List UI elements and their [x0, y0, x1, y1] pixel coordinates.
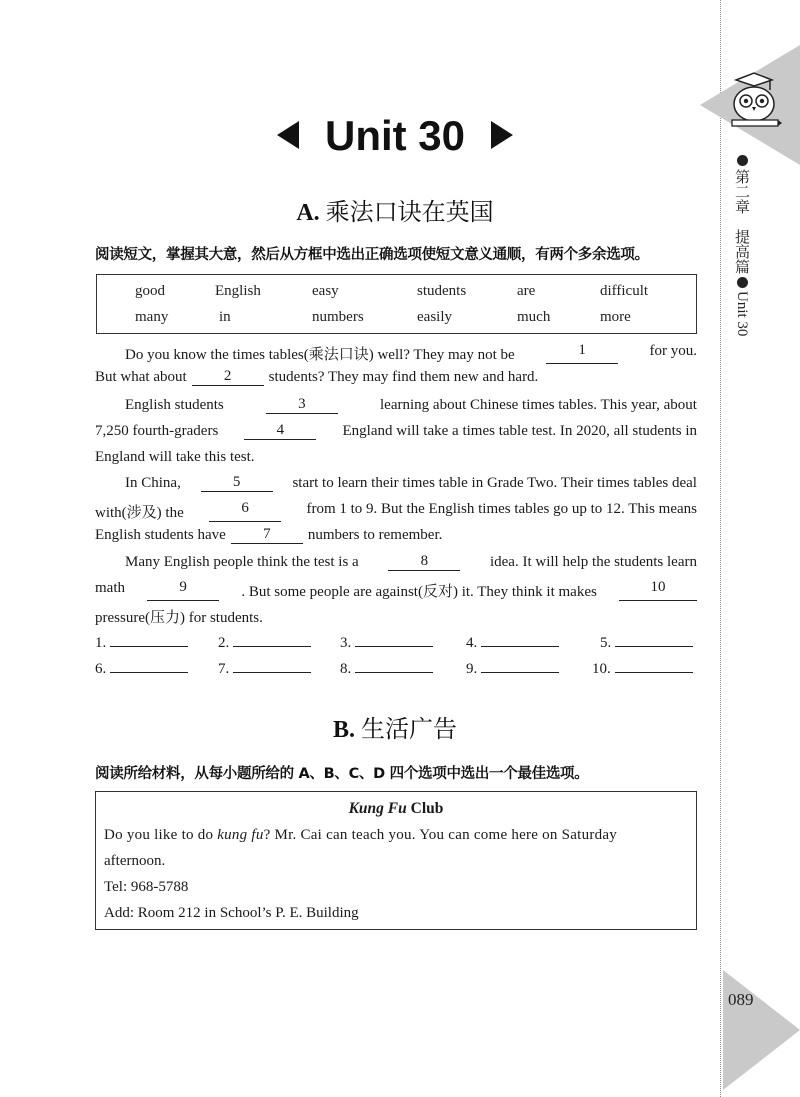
- passage-line: [125, 343, 697, 364]
- passage-text: . But some people are against(反对) it. They think it makes: [241, 584, 597, 600]
- passage-text: England will take a times table test. In 2020, all students in: [342, 423, 697, 439]
- passage-line: [95, 423, 697, 440]
- answer-line[interactable]: [481, 658, 559, 673]
- answer-line[interactable]: [110, 658, 188, 673]
- section-a-title: [0, 192, 790, 227]
- ad-title-italic: Kung Fu: [348, 800, 407, 817]
- corner-triangle-bottom: [723, 970, 800, 1090]
- word-option: in: [219, 309, 231, 325]
- blank-3[interactable]: 3: [266, 397, 338, 414]
- answer-line[interactable]: [233, 632, 311, 647]
- answer-slot-6[interactable]: [95, 658, 188, 678]
- left-triangle-icon: [277, 121, 299, 149]
- section-b-title-text: 生活广告: [361, 715, 457, 743]
- answer-label: 8.: [340, 661, 355, 677]
- answer-slot-5[interactable]: [600, 632, 693, 652]
- blank-6[interactable]: 6: [209, 501, 281, 522]
- passage-text: idea. It will help the students learn: [489, 554, 697, 570]
- answer-label: 2.: [218, 635, 233, 651]
- passage-text: numbers to remember.: [307, 527, 443, 543]
- answer-slot-3[interactable]: [340, 632, 433, 652]
- word-option: are: [517, 283, 536, 299]
- passage-line: [125, 475, 697, 492]
- answer-line[interactable]: [615, 632, 693, 647]
- ad-title-rest: Club: [406, 800, 444, 817]
- unit-text: Unit 30: [734, 291, 750, 337]
- word-option: English: [215, 283, 261, 299]
- right-triangle-icon: [491, 121, 513, 149]
- word-option: more: [600, 309, 631, 325]
- answer-label: 4.: [466, 635, 481, 651]
- word-option: difficult: [600, 283, 649, 299]
- blank-4[interactable]: 4: [244, 423, 316, 440]
- blank-10[interactable]: 10: [619, 580, 697, 601]
- passage-text: learning about Chinese times tables. This year, about: [380, 397, 697, 413]
- answer-label: 10.: [592, 661, 615, 677]
- answer-label: 3.: [340, 635, 355, 651]
- answer-slot-9[interactable]: [466, 658, 559, 678]
- passage-line: [95, 449, 697, 466]
- side-chapter-label: [731, 152, 751, 336]
- passage-text: start to learn their times table in Grade Two. Their times tables deal: [292, 475, 697, 491]
- passage-line: [95, 606, 697, 627]
- passage-text: Many English people think the test is a: [125, 554, 359, 570]
- answer-slot-8[interactable]: [340, 658, 433, 678]
- section-a-letter: A.: [296, 200, 320, 226]
- passage-text: England will take this test.: [95, 449, 255, 465]
- chapter-text: 第二章: [733, 169, 751, 214]
- passage-text: math: [95, 580, 125, 596]
- ad-title: [96, 800, 696, 818]
- blank-5[interactable]: 5: [201, 475, 273, 492]
- answer-line[interactable]: [355, 632, 433, 647]
- ad-tel: Tel: 968-5788: [104, 879, 189, 895]
- answer-line[interactable]: [110, 632, 188, 647]
- section-a-title-text: 乘法口诀在英国: [325, 198, 494, 226]
- passage-text: from 1 to 9. But the English times tables go up to 12. This means: [306, 501, 697, 517]
- word-box: [96, 274, 697, 334]
- passage-line: [95, 580, 697, 601]
- passage-line: [125, 554, 697, 571]
- answer-label: 1.: [95, 635, 110, 651]
- word-option: easily: [417, 309, 452, 325]
- page-number: 089: [728, 990, 754, 1009]
- blank-9[interactable]: 9: [147, 580, 219, 601]
- unit-title-text: Unit 30: [324, 112, 466, 159]
- ad-line-2: afternoon.: [104, 853, 166, 869]
- passage-text: for you.: [649, 343, 697, 359]
- section-text: 提高篇: [733, 229, 751, 274]
- answer-line[interactable]: [233, 658, 311, 673]
- passage-text: pressure(压力) for students.: [95, 610, 263, 626]
- passage-line: [95, 527, 697, 544]
- word-option: good: [135, 283, 165, 299]
- ad-text: Do you like to do: [104, 827, 218, 843]
- ad-address: Add: Room 212 in School’s P. E. Building: [104, 905, 359, 921]
- passage-text: 7,250 fourth-graders: [95, 423, 219, 439]
- answer-label: 6.: [95, 661, 110, 677]
- section-a-instruction: 阅读短文，掌握其大意，然后从方框中选出正确选项使短文意义通顺，有两个多余选项。: [95, 247, 649, 263]
- answer-line[interactable]: [355, 658, 433, 673]
- blank-8[interactable]: 8: [388, 554, 460, 571]
- passage-line: [125, 397, 697, 414]
- passage-line: [95, 369, 697, 386]
- bullet-dot: [737, 277, 748, 288]
- blank-7[interactable]: 7: [231, 527, 303, 544]
- answer-line[interactable]: [481, 632, 559, 647]
- passage-text: with(涉及) the: [95, 505, 184, 521]
- answer-slot-1[interactable]: [95, 632, 188, 652]
- answer-slot-10[interactable]: [592, 658, 693, 678]
- word-option: many: [135, 309, 169, 325]
- answer-label: 5.: [600, 635, 615, 651]
- passage-text: Do you know the times tables(乘法口诀) well? They may not be: [125, 347, 515, 363]
- ad-text: ? Mr. Cai can teach you. You can come here on Saturday: [263, 827, 617, 843]
- ad-text-italic: kung fu: [217, 827, 264, 843]
- section-b-letter: B.: [332, 717, 355, 743]
- word-option: easy: [312, 283, 339, 299]
- unit-title: [0, 112, 790, 160]
- answer-label: 9.: [466, 661, 481, 677]
- blank-2[interactable]: 2: [192, 369, 264, 386]
- ad-line-1: [104, 827, 617, 844]
- answer-label: 7.: [218, 661, 233, 677]
- answer-line[interactable]: [615, 658, 693, 673]
- word-option: students: [417, 283, 467, 299]
- word-option: numbers: [312, 309, 364, 325]
- answer-slot-4[interactable]: [466, 632, 559, 652]
- passage-text: In China,: [125, 475, 181, 491]
- passage-text: students? They may find them new and hard.: [268, 369, 539, 385]
- blank-1[interactable]: 1: [546, 343, 618, 364]
- answer-slot-2[interactable]: [218, 632, 311, 652]
- section-b-instruction: 阅读所给材料，从每小题所给的 A、B、C、D 四个选项中选出一个最佳选项。: [95, 766, 589, 782]
- passage-text: But what about: [95, 369, 187, 385]
- answer-slot-7[interactable]: [218, 658, 311, 678]
- passage-line: [95, 501, 697, 522]
- passage-text: English students: [125, 397, 224, 413]
- passage-text: English students have: [95, 527, 226, 543]
- ad-box: [95, 791, 697, 930]
- section-b-title: [0, 709, 790, 744]
- word-option: much: [517, 309, 551, 325]
